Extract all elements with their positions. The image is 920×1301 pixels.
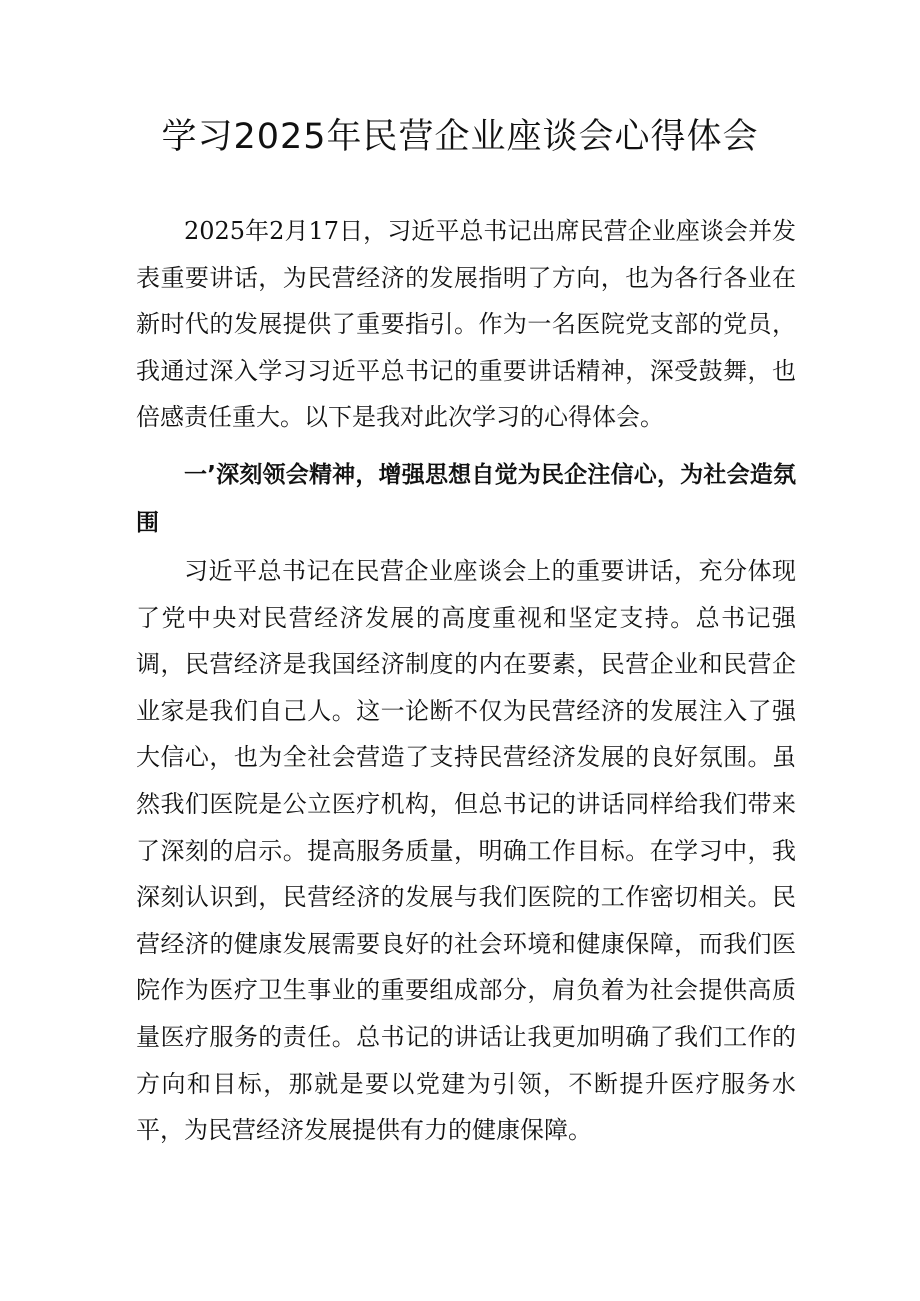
section-heading: 一’深刻领会精神，增强思想自觉为民企注信心，为社会造氛围 <box>136 462 796 536</box>
document-title: 学习2025年民营企业座谈会心得体会 <box>161 117 759 157</box>
body-paragraph: 习近平总书记在民营企业座谈会上的重要讲话，充分体现了党中央对民营经济发展的高度重视和坚定支持。总书记强调，民营经济是我国经济制度的内在要素，民营企业和民营企业家是我们自己人。这一论断不仅为民营经济的发展注入了强大信心，也为全社会营造了支持民营经济发展的良好氛围。虽然我们医院是公立医疗机构，但总书记的讲话同样给我们带来了深刻的启示。提高服务质量，明确工作目标。在学习中，我深刻认识到，民营经济的发展与我们医院的工作密切相关。民营经济的健康发展需要良好的社会环境和健康保障，而我们医院作为医疗卫生事业的重要组成部分，肩负着为社会提供高质量医疗服务的责任。总书记的讲话让我更加明确了我们工作的方向和目标，那就是要以党建为引领，不断提升医疗服务水平，为民营经济发展提供有力的健康保障。 <box>136 557 796 1145</box>
intro-paragraph: 2025年2月17日，习近平总书记出席民营企业座谈会并发表重要讲话，为民营经济的发展指明了方向，也为各行各业在新时代的发展提供了重要指引。作为一名医院党支部的党员，我通过深入学习习近平总书记的重要讲话精神，深受鼓舞，也倍感责任重大。以下是我对此次学习的心得体会。 <box>136 217 796 432</box>
